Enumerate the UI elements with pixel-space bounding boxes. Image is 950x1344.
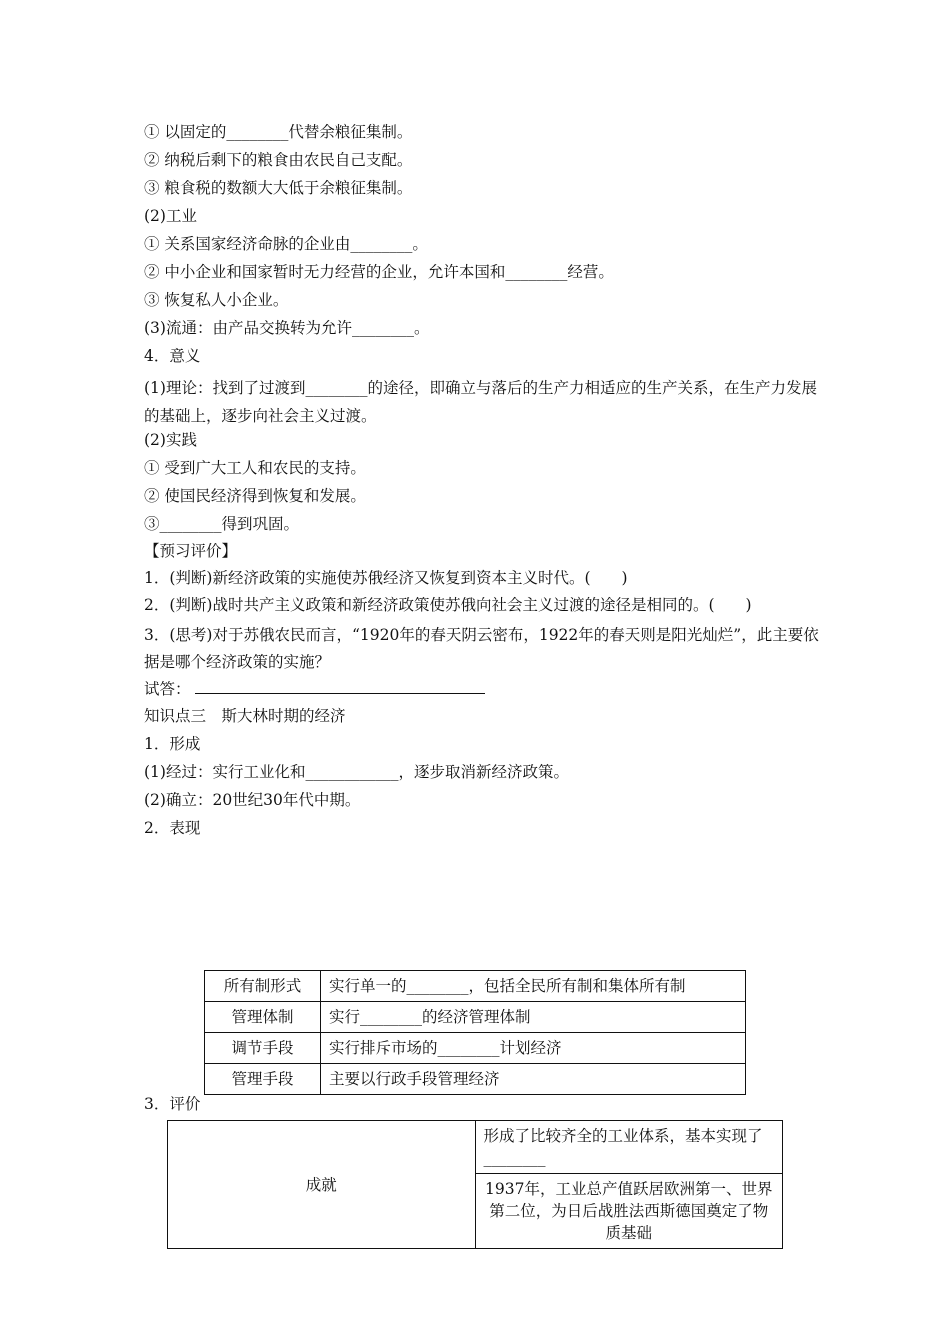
table-row: [205, 1064, 746, 1095]
table-cell-label: 所有制形式: [205, 971, 321, 1002]
text-line: (3)流通：由产品交换转为允许________。: [144, 319, 430, 337]
table-row: [168, 1121, 783, 1174]
section-heading: 4．意义: [144, 347, 201, 365]
table-row: [205, 971, 746, 1002]
text-paragraph: (1)理论：找到了过渡到________的途径，即确立与落后的生产力相适应的生产关系，在生产力发展的基础上，逐步向社会主义过渡。: [144, 379, 817, 425]
table-cell-content: 形成了比较齐全的工业体系，基本实现了________: [475, 1121, 783, 1174]
answer-row: [144, 679, 485, 699]
table-cell-label: 管理手段: [205, 1064, 321, 1095]
question-line: 1．(判断)新经济政策的实施使苏俄经济又恢复到资本主义时代。( ): [144, 569, 628, 587]
evaluation-table: [167, 1120, 783, 1249]
answer-blank[interactable]: [195, 679, 485, 694]
text-line: ② 使国民经济得到恢复和发展。: [144, 487, 366, 505]
table-row: [205, 1033, 746, 1064]
table-cell-content: 1937年，工业总产值跃居欧洲第一、世界第二位，为日后战胜法西斯德国奠定了物质基础: [475, 1174, 783, 1249]
text-line: (2)确立：20世纪30年代中期。: [144, 791, 361, 809]
answer-label: 试答：: [144, 680, 191, 698]
table-cell-content: 实行排斥市场的________计划经济: [321, 1033, 746, 1064]
table-cell-content: 实行单一的________，包括全民所有制和集体所有制: [321, 971, 746, 1002]
text-line: ③________得到巩固。: [144, 515, 300, 533]
table-cell-label: 管理体制: [205, 1002, 321, 1033]
table-cell-label: 成就: [168, 1121, 476, 1249]
text-line: 2．表现: [144, 819, 201, 837]
text-line: (2)工业: [144, 207, 197, 225]
text-line: ② 纳税后剩下的粮食由农民自己支配。: [144, 151, 413, 169]
text-line: ① 受到广大工人和农民的支持。: [144, 459, 366, 477]
table-cell-label: 调节手段: [205, 1033, 321, 1064]
question-line: 2．(判断)战时共产主义政策和新经济政策使苏俄向社会主义过渡的途径是相同的。( ): [144, 596, 752, 614]
economic-system-table: [204, 970, 746, 1095]
question-paragraph: 3．(思考)对于苏俄农民而言，“1920年的春天阴云密布，1922年的春天则是阳光灿烂”，此主要依据是哪个经济政策的实施？: [144, 626, 819, 671]
table-cell-content: 实行________的经济管理体制: [321, 1002, 746, 1033]
text-line: 1．形成: [144, 735, 201, 753]
text-line: (1)经过：实行工业化和____________，逐步取消新经济政策。: [144, 763, 569, 781]
table-cell-content: 主要以行政手段管理经济: [321, 1064, 746, 1095]
section-heading: 知识点三 斯大林时期的经济: [144, 707, 346, 725]
text-line: ② 中小企业和国家暂时无力经营的企业，允许本国和________经营。: [144, 263, 614, 281]
section-heading: 3．评价: [144, 1095, 201, 1113]
table-row: [205, 1002, 746, 1033]
text-line: ① 关系国家经济命脉的企业由________。: [144, 235, 428, 253]
text-line: ③ 恢复私人小企业。: [144, 291, 289, 309]
text-line: ① 以固定的________代替余粮征集制。: [144, 123, 413, 141]
text-line: ③ 粮食税的数额大大低于余粮征集制。: [144, 179, 413, 197]
section-heading: 【预习评价】: [144, 542, 238, 560]
text-line: (2)实践: [144, 431, 197, 449]
